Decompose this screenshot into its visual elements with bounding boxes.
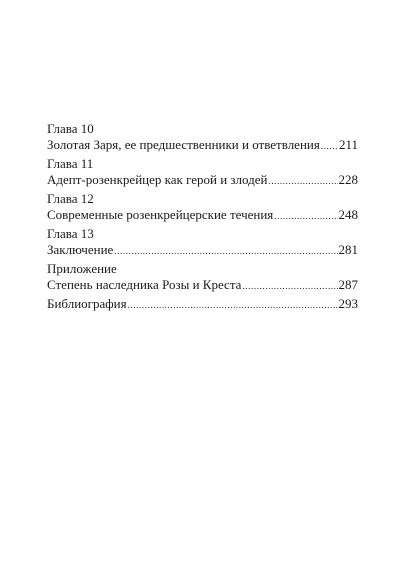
page-number: 248 <box>338 207 358 222</box>
toc-entry-chapter-10 <box>47 121 358 153</box>
toc-entry-bibliography <box>47 296 358 312</box>
dot-leader <box>242 278 337 294</box>
chapter-title: Заключение <box>47 242 114 257</box>
dot-leader <box>321 138 338 154</box>
chapter-title: Степень наследника Розы и Креста <box>47 277 242 292</box>
toc-line <box>47 296 358 312</box>
chapter-title: Адепт-розенкрейцер как герой и злодей <box>47 172 268 187</box>
dot-leader <box>114 243 337 259</box>
chapter-title: Золотая Заря, ее предшественники и ответвления <box>47 137 320 152</box>
page-number: 228 <box>338 172 358 187</box>
toc-line <box>47 172 358 188</box>
page-number: 293 <box>338 296 358 311</box>
page-number: 281 <box>338 242 358 257</box>
dot-leader <box>274 208 337 224</box>
toc-entry-appendix <box>47 261 358 293</box>
table-of-contents <box>47 121 358 315</box>
dot-leader <box>128 297 338 313</box>
toc-entry-chapter-11 <box>47 156 358 188</box>
toc-line <box>47 207 358 223</box>
chapter-label: Глава 11 <box>47 156 94 171</box>
chapter-label: Глава 12 <box>47 191 94 206</box>
toc-line <box>47 137 358 153</box>
toc-entry-chapter-12 <box>47 191 358 223</box>
chapter-label: Глава 13 <box>47 226 94 241</box>
page-number: 211 <box>338 137 358 152</box>
chapter-title: Современные розенкрейцерские течения <box>47 207 274 222</box>
toc-line <box>47 242 358 258</box>
chapter-title: Библиография <box>47 296 127 311</box>
page-number: 287 <box>338 277 358 292</box>
chapter-label: Глава 10 <box>47 121 94 136</box>
toc-entry-chapter-13 <box>47 226 358 258</box>
chapter-label: Приложение <box>47 261 117 276</box>
dot-leader <box>269 173 338 189</box>
toc-line <box>47 277 358 293</box>
